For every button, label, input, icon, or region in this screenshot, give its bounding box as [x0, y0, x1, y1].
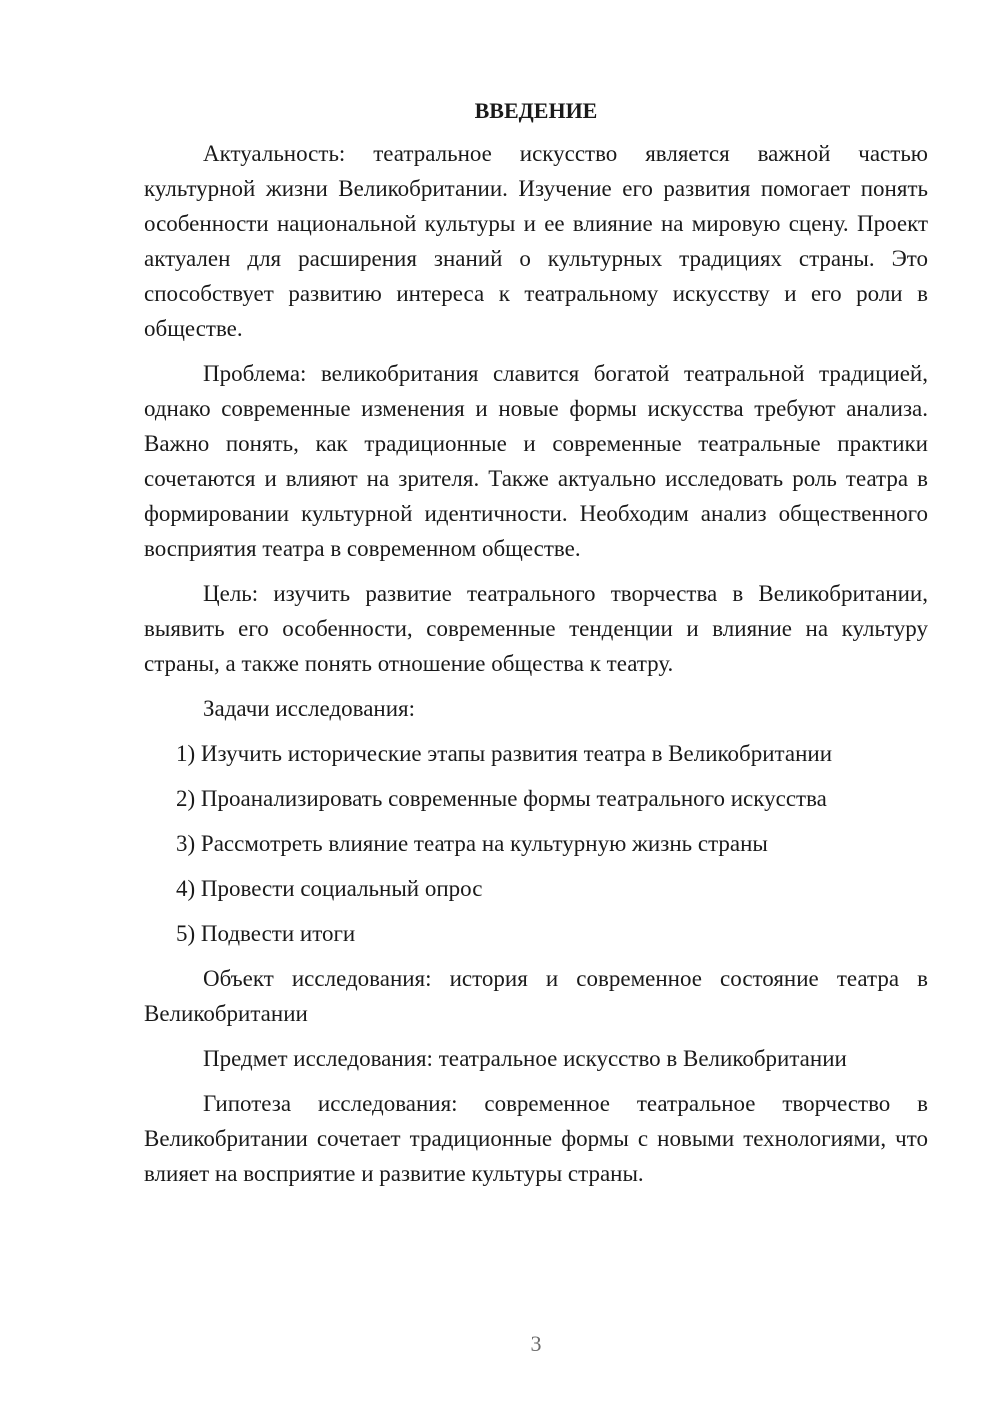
subject-paragraph: Предмет исследования: театральное искусство в Великобритании	[203, 1046, 847, 1071]
page-number: 3	[530, 1331, 542, 1356]
task-item: 1) Изучить исторические этапы развития театра в Великобритании	[176, 741, 833, 766]
task-item: 4) Провести социальный опрос	[176, 876, 483, 901]
problem-paragraph: Проблема: великобритания славится богатой театральной традицией, однако современные изменения и новые формы искусства требуют анализа. Важно понять, как традиционные и современные театральные практики сочетаются и влияют на зрителя. Также актуально исследовать роль театра в формировании культурной идентичности. Необходим анализ общественного восприятия театра в современном обществе.	[144, 361, 928, 561]
document-body	[144, 94, 928, 1201]
tasks-heading: Задачи исследования:	[203, 696, 416, 721]
relevance-paragraph: Актуальность: театральное искусство является важной частью культурной жизни Великобритании. Изучение его развития помогает понять особенности национальной культуры и ее влияние на мировую сцену. Проект актуален для расширения знаний о культурных традициях страны. Это способствует развитию интереса к театральному искусству и его роли в обществе.	[144, 141, 928, 341]
task-item: 3) Рассмотреть влияние театра на культурную жизнь страны	[176, 831, 768, 856]
task-item: 2) Проанализировать современные формы театрального искусства	[176, 786, 827, 811]
section-heading: ВВЕДЕНИЕ	[474, 98, 598, 123]
goal-paragraph: Цель: изучить развитие театрального творчества в Великобритании, выявить его особенности, современные тенденции и влияние на культуру страны, а также понять отношение общества к театру.	[144, 581, 928, 676]
object-paragraph: Объект исследования: история и современное состояние театра в Великобритании	[144, 966, 928, 1026]
hypothesis-paragraph: Гипотеза исследования: современное театральное творчество в Великобритании сочетает традиционные формы с новыми технологиями, что влияет на восприятие и развитие культуры страны.	[144, 1091, 928, 1186]
task-item: 5) Подвести итоги	[176, 921, 356, 946]
tasks-list	[144, 736, 928, 951]
